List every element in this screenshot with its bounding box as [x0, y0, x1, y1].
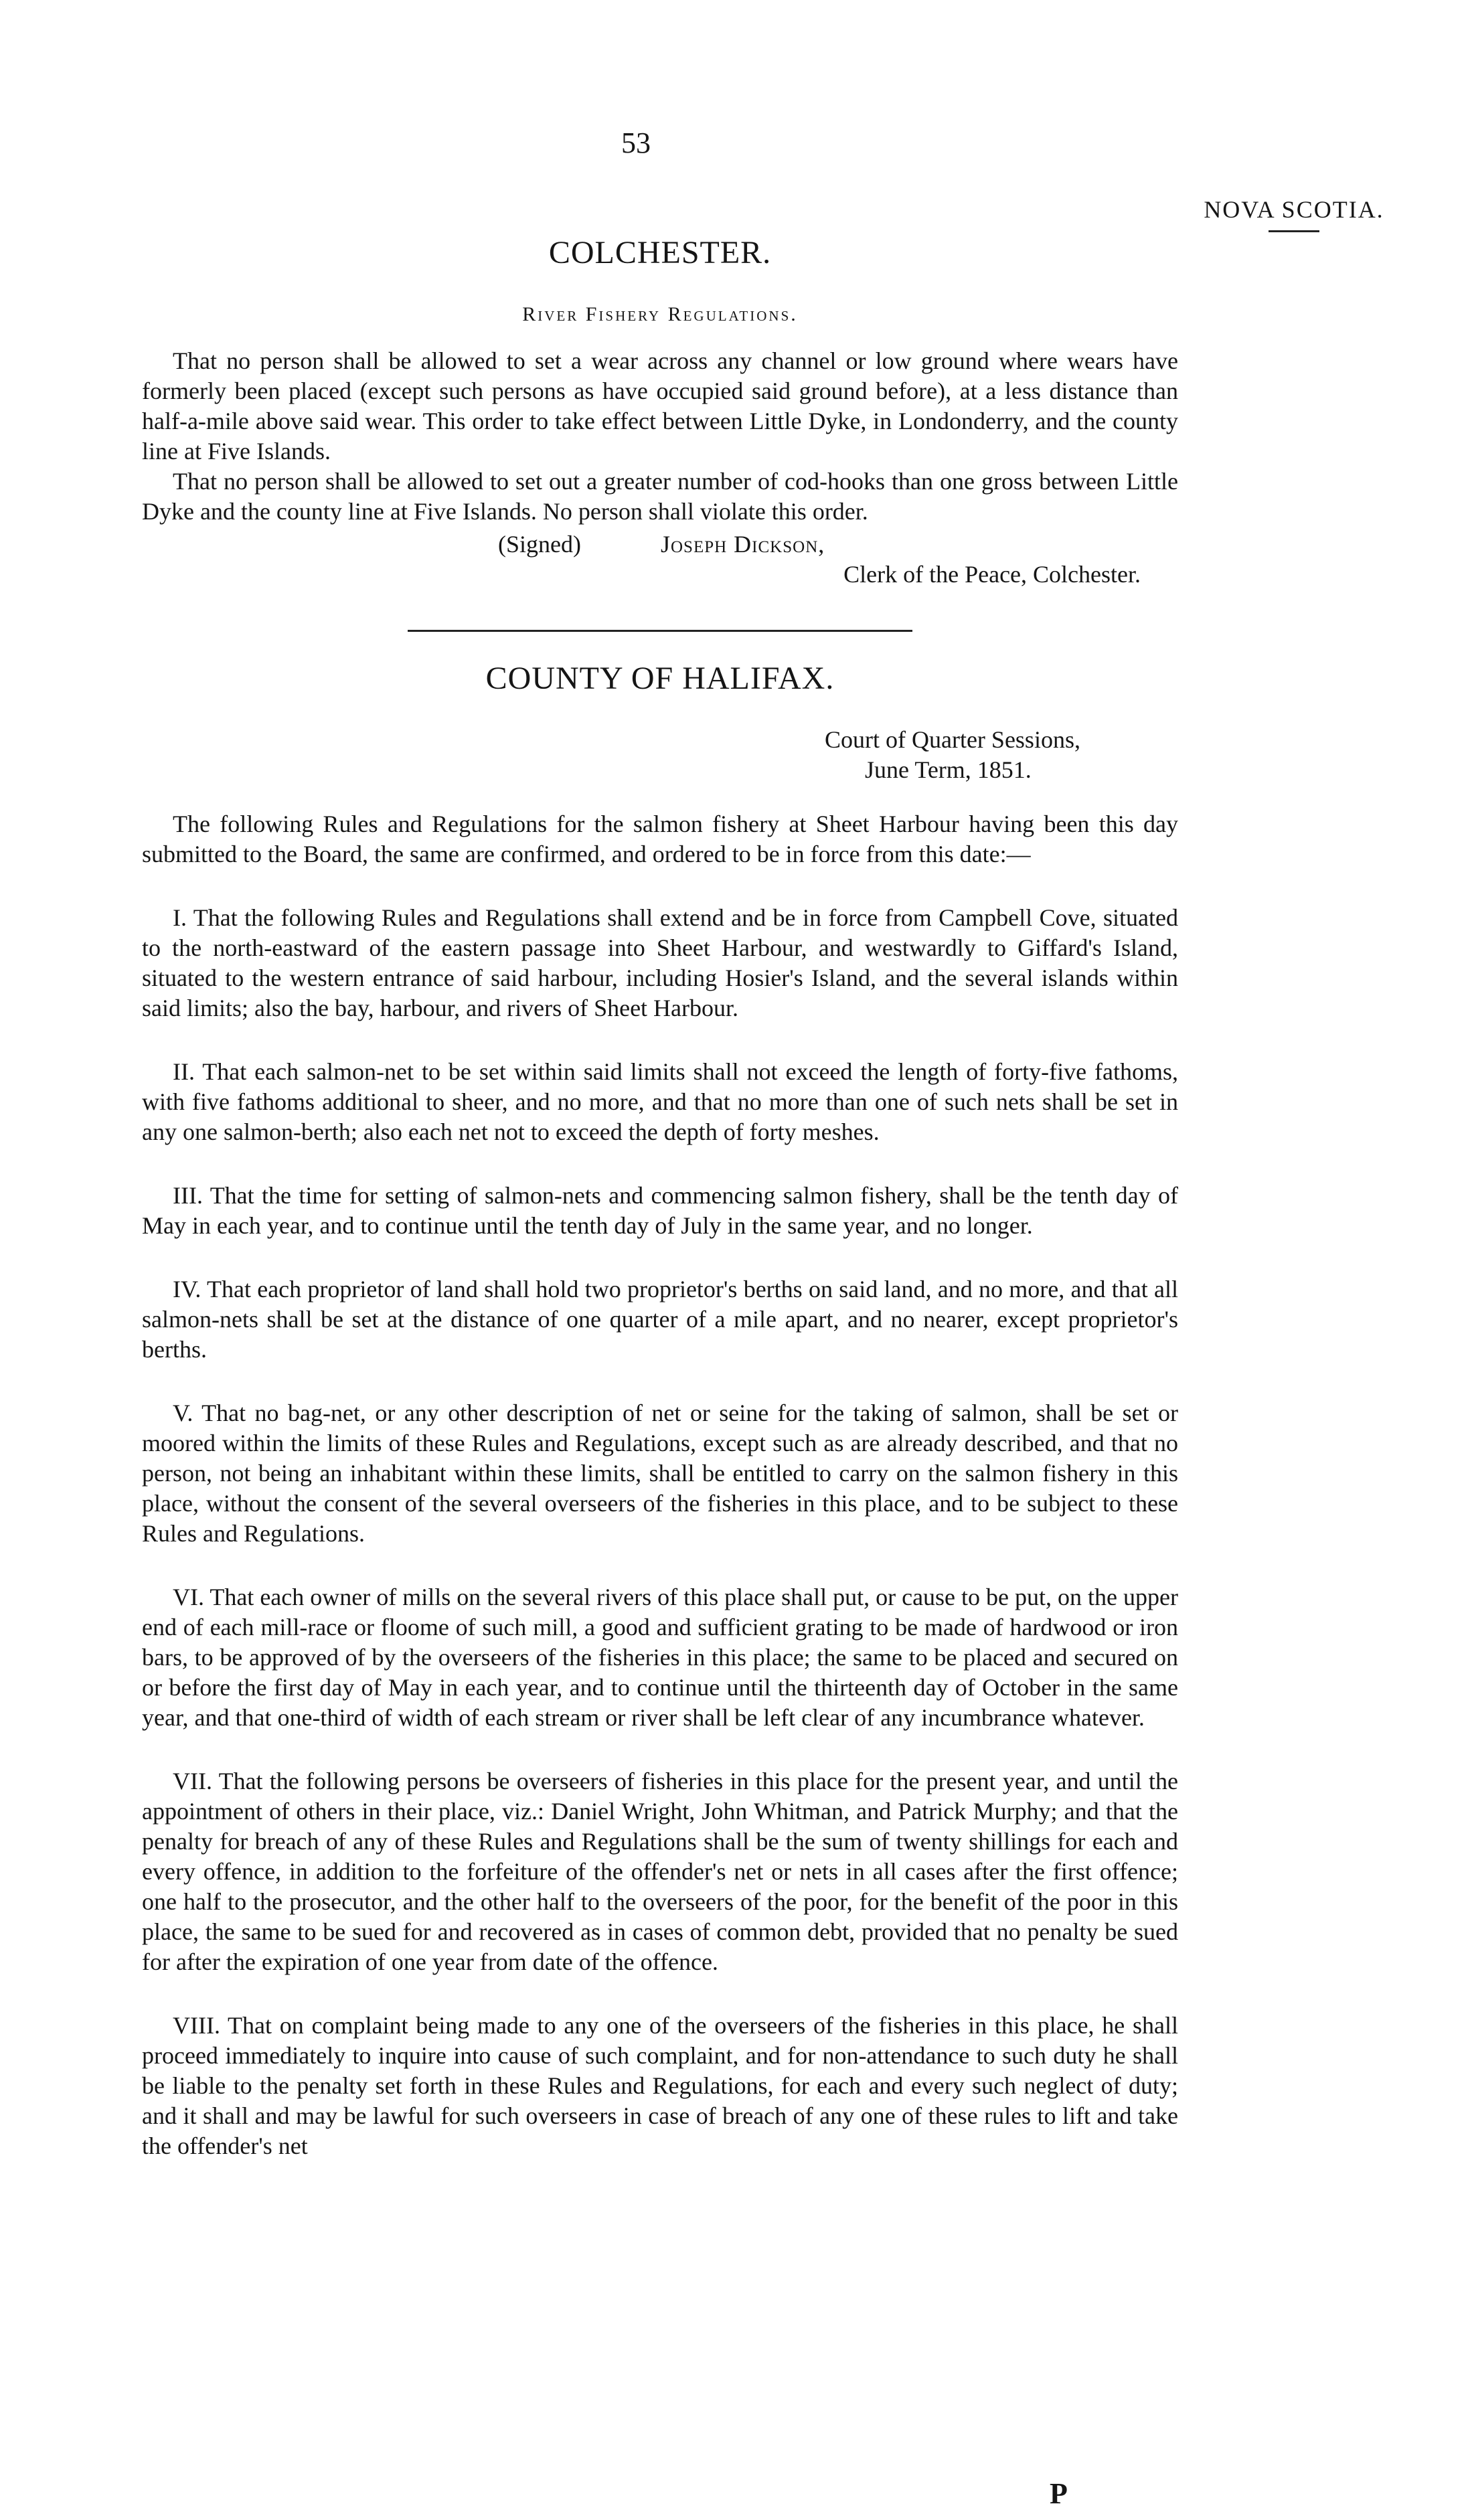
court-name: Court of Quarter Sessions, [825, 726, 1080, 753]
halifax-intro: The following Rules and Regulations for the salmon fishery at Sheet Harbour having been this day submitted to the Board, the same are confirmed, and ordered to be in force from this date:— [142, 811, 1178, 867]
colchester-paragraph: That no person shall be allowed to set a wear across any channel or low ground where wears have formerly been placed (except such persons as have occupied said ground before), at a less distance than half-a-mile above said wear. This order to take effect between Little Dyke, in Londonderry, and the county line at Five Islands. [142, 347, 1178, 465]
court-heading [825, 725, 1178, 785]
halifax-title: COUNTY OF HALIFAX. [485, 661, 835, 696]
regulation-clause: VI. That each owner of mills on the several rivers of this place shall put, or cause to be put, on the upper end of each mill-race or floome of such mill, a good and sufficient grating to be made of hardwood or iron bars, to be approved of by the overseers of the fisheries in this place; the same to be placed and secured on or before the first day of May in each year, and to continue until the thirteenth day of October in the same year, and that one-third of width of each stream or river shall be left clear of any incumbrance whatever. [142, 1584, 1178, 1731]
colchester-title: COLCHESTER. [548, 235, 772, 270]
court-term: June Term, 1851. [865, 756, 1032, 783]
regulation-clause: VIII. That on complaint being made to any one of the overseers of the fisheries in this place, he shall proceed immediately to inquire into cause of such complaint, and for non-attendance to such duty he shall be liable to the penalty set forth in these Rules and Regulations, for each and every such neglect of duty; and it shall and may be lawful for such overseers in case of breach of any one of these rules to lift and take the offender's net [142, 2012, 1178, 2159]
margin-note-rule [1269, 230, 1319, 232]
colchester-subtitle: River Fishery Regulations. [522, 303, 798, 325]
signer-name: Joseph Dickson, [660, 531, 825, 558]
halifax-section [142, 660, 1178, 2161]
page-content [142, 221, 1178, 2161]
signature-line [142, 529, 1178, 560]
colchester-section [142, 234, 1178, 590]
regulation-clause: VII. That the following persons be overseers of fisheries in this place for the present year, and until the appointment of others in their place, viz.: Daniel Wright, John Whitman, and Patrick Murphy; and that the penalty for breach of any of these Rules and Regulations shall be the sum of twenty shillings for each and every offence, in addition to the forfeiture of the offender's net or nets in all cases after the first offence; one half to the prosecutor, and the other half to the overseers of the poor, for the benefit of the poor in this place, the same to be sued for and recovered as in cases of common debt, provided that no penalty be sued for after the expiration of one year from date of the offence. [142, 1768, 1178, 1975]
regulation-clause: IV. That each proprietor of land shall hold two proprietor's berths on said land, and no more, and that all salmon-nets shall be set at the distance of one quarter of a mile apart, and no nearer, except proprietor's berths. [142, 1276, 1178, 1363]
margin-note [1184, 195, 1404, 232]
margin-note-text: NOVA SCOTIA. [1204, 196, 1384, 223]
colchester-paragraph: That no person shall be allowed to set out a greater number of cod-hooks than one gross between Little Dyke and the county line at Five Islands. No person shall violate this order. [142, 468, 1178, 525]
signer-role: Clerk of the Peace, Colchester. [843, 561, 1141, 588]
regulation-clause: II. That each salmon-net to be set within said limits shall not exceed the length of forty-five fathoms, with five fathoms additional to sheer, and no more, and that no more than one of such nets shall be set in any one salmon-berth; also each net not to exceed the depth of forty meshes. [142, 1058, 1178, 1145]
section-divider [408, 630, 912, 632]
signed-label: (Signed) [498, 531, 581, 558]
signature-mark: P [1050, 2477, 1068, 2510]
regulation-clause: III. That the time for setting of salmon-nets and commencing salmon fishery, shall be the tenth day of May in each year, and to continue until the tenth day of July in the same year, and no longer. [142, 1182, 1178, 1239]
regulation-clause: V. That no bag-net, or any other description of net or seine for the taking of salmon, shall be set or moored within the limits of these Rules and Regulations, except such as are already described, and that no person, not being an inhabitant within these limits, shall be entitled to carry on the salmon fishery in this place, without the consent of the several overseers of the fisheries in this place, and to be subject to these Rules and Regulations. [142, 1400, 1178, 1547]
regulation-clause: I. That the following Rules and Regulations shall extend and be in force from Campbell Cove, situated to the north-eastward of the eastern passage into Sheet Harbour, and westwardly to Giffard's Island, situated to the western entrance of said harbour, including Hosier's Island, and the several islands within said limits; also the bay, harbour, and rivers of Sheet Harbour. [142, 904, 1178, 1021]
page-number: 53 [621, 127, 651, 159]
